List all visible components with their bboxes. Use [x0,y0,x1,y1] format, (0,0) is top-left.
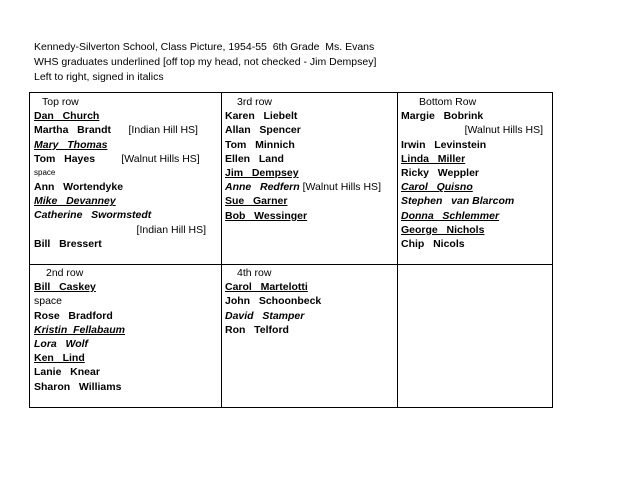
student-name [34,138,220,152]
student-name [34,337,220,351]
name-text: Jim Dempsey [225,167,299,180]
column-divider [221,93,222,407]
name-text: Sue Garner [225,195,288,208]
name-text: Ron Telford [225,323,289,336]
name-list [401,109,551,251]
name-text: Ricky Weppler [401,167,480,180]
student-name [34,152,220,166]
name-text: Lora Wolf [34,338,89,351]
space-placeholder [34,294,220,308]
student-name [225,294,395,308]
cell-title: 2nd row [46,267,84,279]
student-name [225,323,395,337]
name-text: Karen Liebelt [225,110,298,123]
name-text: Tom Hayes [34,152,96,165]
name-text: David Stamper [225,309,305,322]
student-name [34,280,220,294]
name-text: Dan Church [34,110,100,123]
name-text: Carol Quisno [401,181,473,194]
space-placeholder [34,166,220,180]
student-name [34,323,220,337]
student-name [225,280,395,294]
class-picture-table [29,92,553,408]
name-text: Bill Bressert [34,237,102,250]
school-note: [Indian Hill HS] [111,124,198,137]
student-name [225,180,395,194]
name-text: Rose Bradford [34,309,113,322]
cell-bottom-row [401,95,551,251]
student-name [401,109,551,123]
header-title: Kennedy-Silverton School, Class Picture, 1954-55 6th Grade Ms. Evans [34,41,375,53]
student-name [225,123,395,137]
name-text: Kristin Fellabaum [34,323,126,336]
student-name [225,166,395,180]
name-text: Catherine Swormstedt [34,209,152,222]
cell-top-row [34,95,220,251]
student-name [34,380,220,394]
name-list [34,109,220,251]
student-name [225,194,395,208]
name-text: Chip Nicols [401,238,465,251]
name-text: space [34,295,63,308]
header-instructions: Left to right, signed in italics [34,71,164,83]
student-name [401,223,551,237]
student-name [401,194,551,208]
school-note: [Walnut Hills HS] [95,152,200,165]
student-name [34,351,220,365]
school-note: [Indian Hill HS] [136,223,206,236]
student-name [225,138,395,152]
cell-title: 4th row [237,267,272,279]
student-name [225,309,395,323]
student-name [34,123,220,137]
header-note: WHS graduates underlined [off top my head, not checked - Jim Dempsey] [34,56,377,68]
student-name [225,109,395,123]
name-text: Mary Thomas [34,138,108,151]
name-list [225,109,395,223]
name-text: Anne Redfern [225,181,300,194]
name-text: Ken Lind [34,352,85,365]
name-text: Stephen van Blarcom [401,195,515,208]
name-text: John Schoonbeck [225,295,322,308]
name-list [225,280,395,337]
name-text: Ann Wortendyke [34,181,124,194]
name-text: Ellen Land [225,152,284,165]
cell-title: 3rd row [237,96,273,108]
column-divider [397,93,398,407]
student-name [34,109,220,123]
student-name [401,152,551,166]
name-text: Martha Brandt [34,124,112,137]
student-name [34,365,220,379]
student-name [225,209,395,223]
name-text: Linda Miller [401,152,466,165]
cell-title: Top row [42,96,79,108]
cell-title: Bottom Row [419,96,477,108]
name-text: Mike Devanney [34,195,116,208]
cell-fourth-row [225,266,395,337]
row-divider [30,264,552,265]
name-text: Bob Wessinger [225,209,308,222]
student-name [34,194,220,208]
name-text: Irwin Levinstein [401,138,487,151]
school-note: [Walnut Hills HS] [464,124,543,137]
student-name [401,209,551,223]
student-name [34,237,220,251]
student-name [34,208,220,222]
cell-second-row [34,266,220,394]
name-text: Tom Minnich [225,138,295,151]
student-name [401,180,551,194]
student-name [225,152,395,166]
name-text: Sharon Williams [34,380,122,393]
student-name [34,309,220,323]
name-text: Carol Martelotti [225,281,308,294]
student-name [401,237,551,251]
name-text: Lanie Knear [34,366,100,379]
name-text: Bill Caskey [34,281,96,294]
student-name [401,138,551,152]
name-list [34,280,220,394]
name-text: Donna Schlemmer [401,209,500,222]
name-text: George Nichols [401,223,485,236]
cell-third-row [225,95,395,223]
document-header [34,40,376,85]
name-text: Allan Spencer [225,124,301,137]
name-text: Margie Bobrink [401,110,484,123]
student-name [401,166,551,180]
school-note: [Walnut Hills HS] [299,181,381,194]
student-name [34,180,220,194]
name-text: space [34,168,56,178]
